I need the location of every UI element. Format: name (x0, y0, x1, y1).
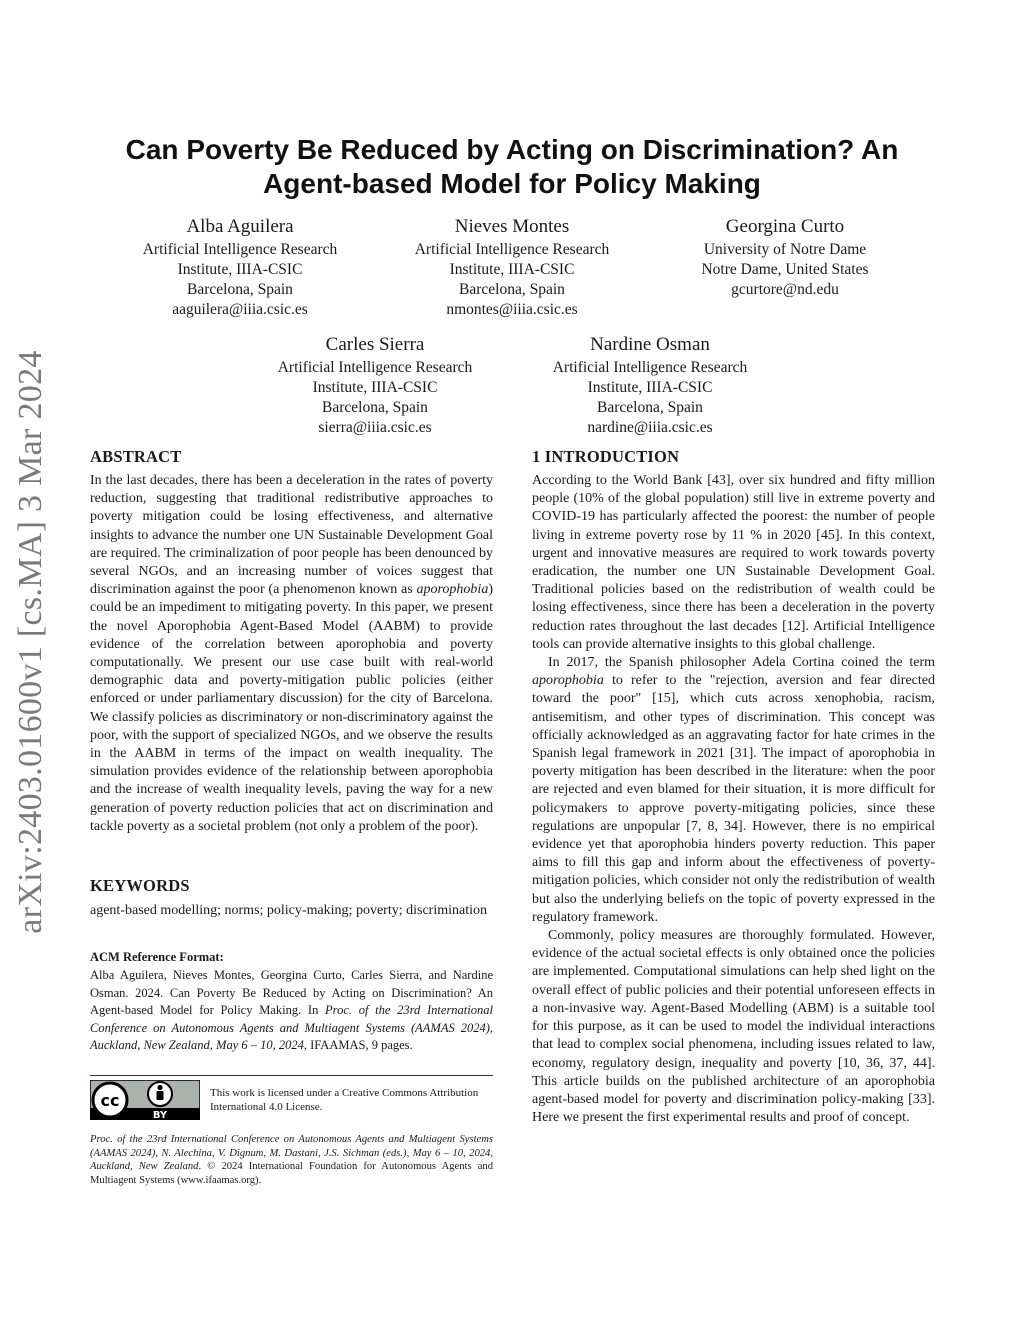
author-affiliation: Artificial Intelligence Research (552, 359, 748, 376)
paragraph: Commonly, policy measures are thoroughly formulated. However, evidence of the actual societal effects is only obtained once the policies are implemented. Computational simulations can help shed light on the overall effect of public policies and their potential unforeseen effects in a non-invasive way. Agent-Based Modelling (ABM) is a suitable tool for this purpose, as it can be used to model the individual interactions that lead to complex social phenomena, including issues related to law, economy, regulatory design, inequality and poverty [10, 36, 37, 44]. This article builds on the published architecture of an aporophobia agent-based model for poverty and discrimination policy-making [33]. Here we present the first experimental results and proof of concept. (532, 928, 935, 1126)
conference-footnote: Proc. of the 23rd International Conference on Autonomous Agents and Multiagent Systems (AAMAS 2024), N. Alechina, V. Dignum, M. Dastani, J.S. Sichman (eds.), May 6 – 10, 2024, Auckland, New Zealand. © 2024 International Foundation for Autonomous Agents and Multiagent Systems (www.ifaamas.org). (90, 1134, 494, 1186)
author-location: Barcelona, Spain (597, 399, 703, 416)
author-email: aaguilera@iiia.csic.es (172, 301, 308, 318)
abstract-heading: ABSTRACT (90, 447, 182, 466)
author-affiliation: Institute, IIIA-CSIC (587, 379, 713, 396)
author-location: Barcelona, Spain (187, 281, 293, 298)
abstract-body: In the last decades, there has been a deceleration in the rates of poverty reduction, suggesting that traditional redistributive approaches to poverty mitigation could be losing effectiveness, and alternative insights to advance the number one UN Sustainable Development Goal are required. The criminalization of poor people has been denounced by several NGOs, and an increasing number of voices suggest that discrimination against the poor (a phenomenon known as aporophobia) could be an impediment to mitigating poverty. In this paper, we present the novel Aporophobia Agent-Based Model (AABM) to provide evidence of the correlation between aporophobia and poverty computationally. We present our use case built with real-world demographic data and poverty-mitigation public policies (either enforced or under parliamentary discussion) for the city of Barcelona. We classify policies as discriminatory or non-discriminatory against the poor, with the support of specialized NGOs, and we observe the results in the AABM in terms of the impact on wealth inequality. The simulation provides evidence of the relationship between aporophobia and the increase of wealth inequality levels, paving the way for a new generation of poverty reduction policies that act on discrimination and tackle poverty as a societal problem (not only a problem of the poor). (90, 473, 493, 834)
author-location: Barcelona, Spain (322, 399, 428, 416)
arxiv-stamp: arXiv:2403.01600v1 [cs.MA] 3 Mar 2024 (12, 350, 49, 934)
author-block (110, 215, 370, 320)
author-name: Carles Sierra (325, 334, 425, 355)
paragraph: According to the World Bank [43], over six hundred and fifty million people (10% of the global population) still live in extreme poverty and COVID-19 has particularly affected the poorest: the number of people living in extreme poverty rose by 11 % in 2020 [45]. In this context, urgent and innovative measures are required to work towards poverty eradication, the number one UN Sustainable Development Goal. Traditional policies based on the redistribution of wealth could be losing effectiveness, since there has been a deceleration in the poverty reduction rates throughout the last decades [12]. Artificial Intelligence tools can provide alternative insights to this global challenge. (532, 473, 935, 652)
paper-title: Can Poverty Be Reduced by Acting on Discrimination? An Agent-based Model for Policy Making (125, 134, 899, 199)
keywords-heading: KEYWORDS (90, 876, 190, 895)
by-badge-text: BY (152, 1110, 168, 1120)
author-affiliation: Institute, IIIA-CSIC (312, 379, 438, 396)
author-block (655, 215, 915, 300)
introduction-heading: 1 INTRODUCTION (532, 447, 680, 466)
paragraph: In 2017, the Spanish philosopher Adela Cortina coined the term aporophobia to refer to the "rejection, aversion and fear directed toward the poor" [15], which cuts across xenophobia, racism, antisemitism, and other types of discrimination. This concept was officially acknowledged as an aggravating factor for hate crimes in the Spanish legal framework in 2021 [31]. The impact of aporophobia in poverty mitigation has been described in the literature: when the poor are rejected and even blamed for their situation, it is more difficult for policymakers to approve poverty-mitigating policies, since these regulations are unpopular [7, 8, 34]. However, there is no empirical evidence yet that aporophobia hinders poverty reduction. This paper aims to fill this gap and inform about the effectiveness of poverty-mitigation policies, which consider not only the redistribution of wealth but also the underlying beliefs on the topic of poverty expressed in the regulatory framework. (532, 655, 935, 925)
author-block (382, 215, 642, 320)
author-affiliation: Institute, IIIA-CSIC (177, 261, 303, 278)
author-email: sierra@iiia.csic.es (318, 419, 432, 436)
author-name: Nardine Osman (590, 334, 710, 355)
author-affiliation: Artificial Intelligence Research (414, 241, 610, 258)
author-block (245, 333, 505, 438)
author-affiliation: Artificial Intelligence Research (142, 241, 338, 258)
author-name: Georgina Curto (725, 216, 845, 237)
license-text: This work is licensed under a Creative Commons Attribution International 4.0 License. (210, 1087, 479, 1113)
author-affiliation: Notre Dame, United States (701, 261, 869, 278)
author-affiliation: Institute, IIIA-CSIC (449, 261, 575, 278)
author-affiliation: University of Notre Dame (703, 241, 867, 258)
keywords-body: agent-based modelling; norms; policy-making; poverty; discrimination (90, 903, 487, 918)
author-email: nardine@iiia.csic.es (587, 419, 713, 436)
author-block (520, 333, 780, 438)
cc-by-license-badge (90, 1080, 200, 1120)
acm-reference-body: Alba Aguilera, Nieves Montes, Georgina Curto, Carles Sierra, and Nardine Osman. 2024. Can Poverty Be Reduced by Acting on Discrimination? An Agent-based Model for Policy Making. In Proc. of the 23rd International Conference on Autonomous Agents and Multiagent Systems (AAMAS 2024), Auckland, New Zealand, May 6 – 10, 2024, IFAAMAS, 9 pages. (90, 968, 493, 1052)
cc-badge-text: cc (100, 1091, 120, 1110)
introduction-body (532, 472, 935, 1127)
author-name: Nieves Montes (454, 216, 570, 237)
divider (90, 1075, 493, 1076)
acm-reference-heading: ACM Reference Format: (90, 950, 224, 964)
author-email: gcurtore@nd.edu (731, 281, 839, 298)
author-location: Barcelona, Spain (459, 281, 565, 298)
author-name: Alba Aguilera (186, 216, 294, 237)
author-affiliation: Artificial Intelligence Research (277, 359, 473, 376)
author-email: nmontes@iiia.csic.es (446, 301, 578, 318)
